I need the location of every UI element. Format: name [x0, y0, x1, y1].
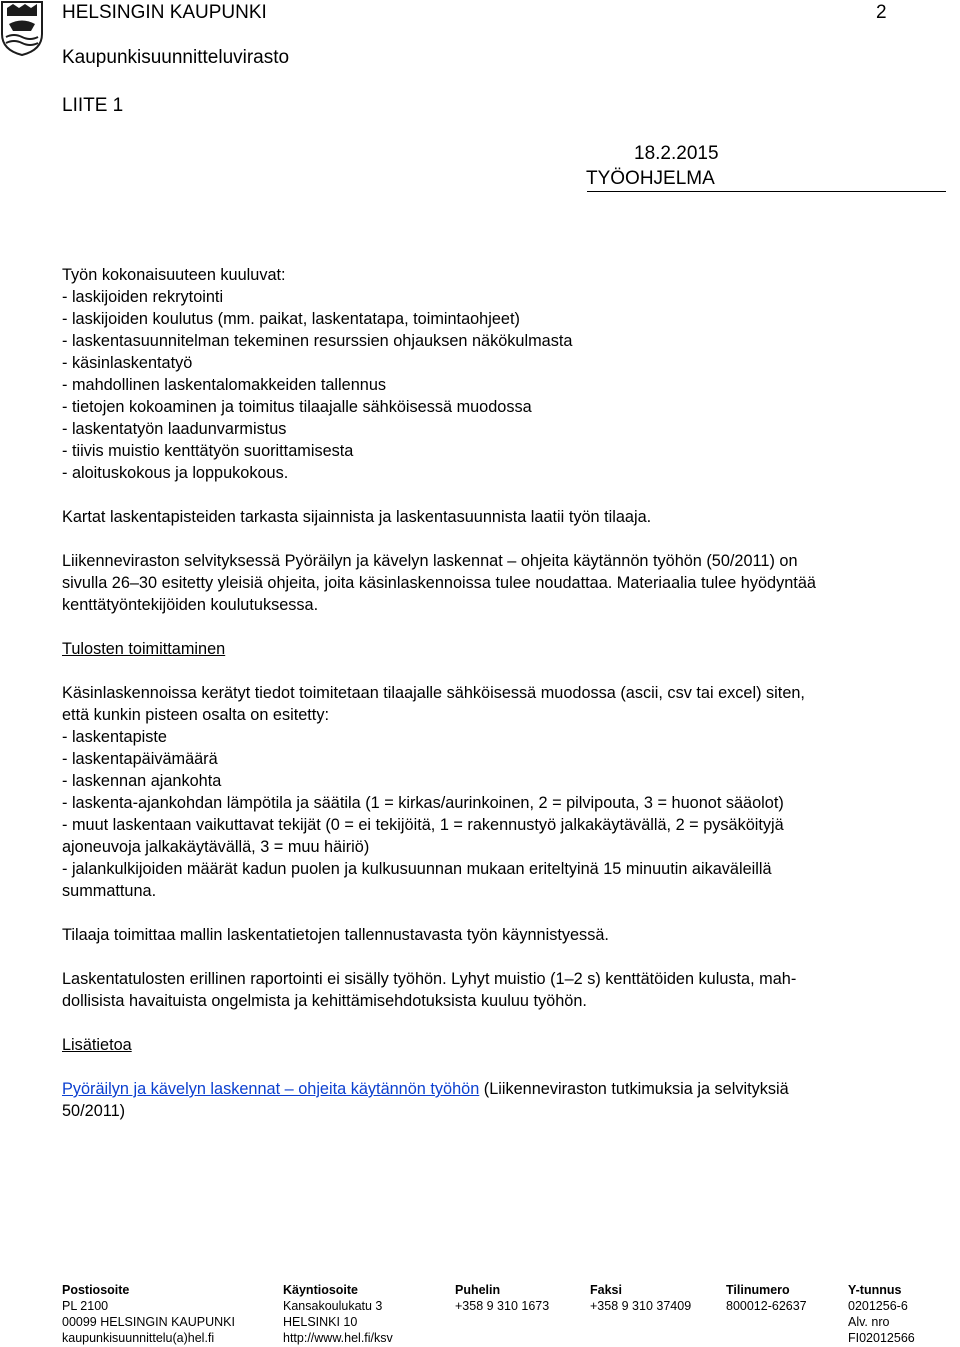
footer-postal — [62, 1282, 235, 1346]
footer-label: Tilinumero — [726, 1283, 790, 1297]
scope-item: - laskijoiden rekrytointi — [62, 288, 224, 306]
footer-label: Y-tunnus — [848, 1283, 902, 1297]
footer-label: Faksi — [590, 1283, 622, 1297]
reference-paragraph — [62, 1078, 789, 1122]
helsinki-coat-of-arms-logo — [0, 0, 44, 56]
results-line: - laskenta-ajankohdan lämpötila ja säätila (1 = kirkas/aurinkoinen, 2 = pilvipouta, 3 = huonot sääolot) — [62, 794, 784, 812]
results-line: - muut laskentaan vaikuttavat tekijät (0 = ei tekijöitä, 1 = rakennustyö jalkakäytävällä, 2 = pysäköityjä — [62, 816, 784, 834]
footer-visiting — [283, 1282, 393, 1346]
results-line: - laskennan ajankohta — [62, 772, 222, 790]
reference-link[interactable]: Pyöräilyn ja kävelyn laskennat – ohjeita käytännön työhön — [62, 1080, 480, 1098]
results-line: - laskentapäivämäärä — [62, 750, 218, 768]
scope-item: - tietojen kokoaminen ja toimitus tilaajalle sähköisessä muodossa — [62, 398, 532, 416]
paragraph-line: kenttätyöntekijöiden koulutuksessa. — [62, 596, 319, 614]
attachment-label: LIITE 1 — [62, 95, 124, 116]
footer-value: 0201256-6 — [848, 1299, 908, 1313]
footer-value: kaupunkisuunnittelu(a)hel.fi — [62, 1331, 215, 1345]
results-line: - laskentapiste — [62, 728, 167, 746]
results-line: summattuna. — [62, 882, 157, 900]
header-rule — [587, 191, 946, 192]
footer-fax — [590, 1282, 691, 1314]
footer-value: FI02012566 — [848, 1331, 915, 1345]
results-line: - jalankulkijoiden määrät kadun puolen ja kulkusuunnan mukaan eriteltyinä 15 minuutin aikaväleillä — [62, 860, 772, 878]
department-name: Kaupunkisuunnitteluvirasto — [62, 47, 290, 68]
scope-item: - laskentatyön laadunvarmistus — [62, 420, 287, 438]
maps-paragraph: Kartat laskentapisteiden tarkasta sijainnista ja laskentasuunnista laatii työn tilaaja. — [62, 508, 652, 526]
footer-label: Postiosoite — [62, 1283, 130, 1297]
results-line: Käsinlaskennoissa kerätyt tiedot toimitetaan tilaajalle sähköisessä muodossa (ascii, csv tai excel) siten, — [62, 684, 805, 702]
scope-intro: Työn kokonaisuuteen kuuluvat: — [62, 266, 286, 284]
results-section — [62, 682, 805, 902]
footer-value: 800012-62637 — [726, 1299, 807, 1313]
footer-phone — [455, 1282, 549, 1314]
footer-value: Alv. nro — [848, 1315, 890, 1329]
document-type: TYÖOHJELMA — [586, 168, 715, 189]
paragraph-line: sivulla 26–30 esitetty yleisiä ohjeita, joita käsinlaskennoissa tulee noudattaa. Materiaalia tulee hyödyntää — [62, 574, 816, 592]
scope-item: - aloituskokous ja loppukokous. — [62, 464, 289, 482]
scope-section — [62, 264, 572, 484]
footer-account — [726, 1282, 807, 1314]
organization-name: HELSINGIN KAUPUNKI — [62, 2, 267, 23]
reference-text: (Liikenneviraston tutkimuksia ja selvityksiä — [479, 1080, 789, 1098]
reference-text: 50/2011) — [62, 1102, 126, 1120]
reporting-paragraph — [62, 968, 796, 1012]
footer-label: Käyntiosoite — [283, 1283, 359, 1297]
footer-label: Puhelin — [455, 1283, 501, 1297]
footer-value: 00099 HELSINGIN KAUPUNKI — [62, 1315, 235, 1329]
footer-value: Kansakoulukatu 3 — [283, 1299, 383, 1313]
footer-value: +358 9 310 1673 — [455, 1299, 550, 1313]
results-heading: Tulosten toimittaminen — [62, 640, 226, 658]
results-line: ajoneuvoja jalkakäytävällä, 3 = muu häiriö) — [62, 838, 370, 856]
guidance-paragraph — [62, 550, 816, 616]
more-info-heading: Lisätietoa — [62, 1036, 132, 1054]
footer-value: PL 2100 — [62, 1299, 109, 1313]
results-line: että kunkin pisteen osalta on esitetty: — [62, 706, 329, 724]
document-date: 18.2.2015 — [634, 143, 719, 164]
scope-item: - laskentasuunnitelman tekeminen resurssien ohjauksen näkökulmasta — [62, 332, 573, 350]
scope-item: - tiivis muistio kenttätyön suorittamisesta — [62, 442, 354, 460]
footer-value: +358 9 310 37409 — [590, 1299, 692, 1313]
scope-item: - käsinlaskentatyö — [62, 354, 193, 372]
footer-business-id — [848, 1282, 915, 1346]
footer-value: HELSINKI 10 — [283, 1315, 358, 1329]
page-number: 2 — [876, 2, 887, 23]
paragraph-line: Liikenneviraston selvityksessä Pyöräilyn ja kävelyn laskennat – ohjeita käytännön työhön (50/2011) on — [62, 552, 798, 570]
paragraph-line: dollisista havaituista ongelmista ja kehittämisehdotuksista kuuluu työhön. — [62, 992, 587, 1010]
template-paragraph: Tilaaja toimittaa mallin laskentatietojen tallennustavasta työn käynnistyessä. — [62, 926, 609, 944]
scope-item: - mahdollinen laskentalomakkeiden tallennus — [62, 376, 387, 394]
scope-item: - laskijoiden koulutus (mm. paikat, laskentatapa, toimintaohjeet) — [62, 310, 520, 328]
paragraph-line: Laskentatulosten erillinen raportointi ei sisälly työhön. Lyhyt muistio (1–2 s) kenttätöiden kulusta, mah- — [62, 970, 797, 988]
footer-value: http://www.hel.fi/ksv — [283, 1331, 393, 1345]
